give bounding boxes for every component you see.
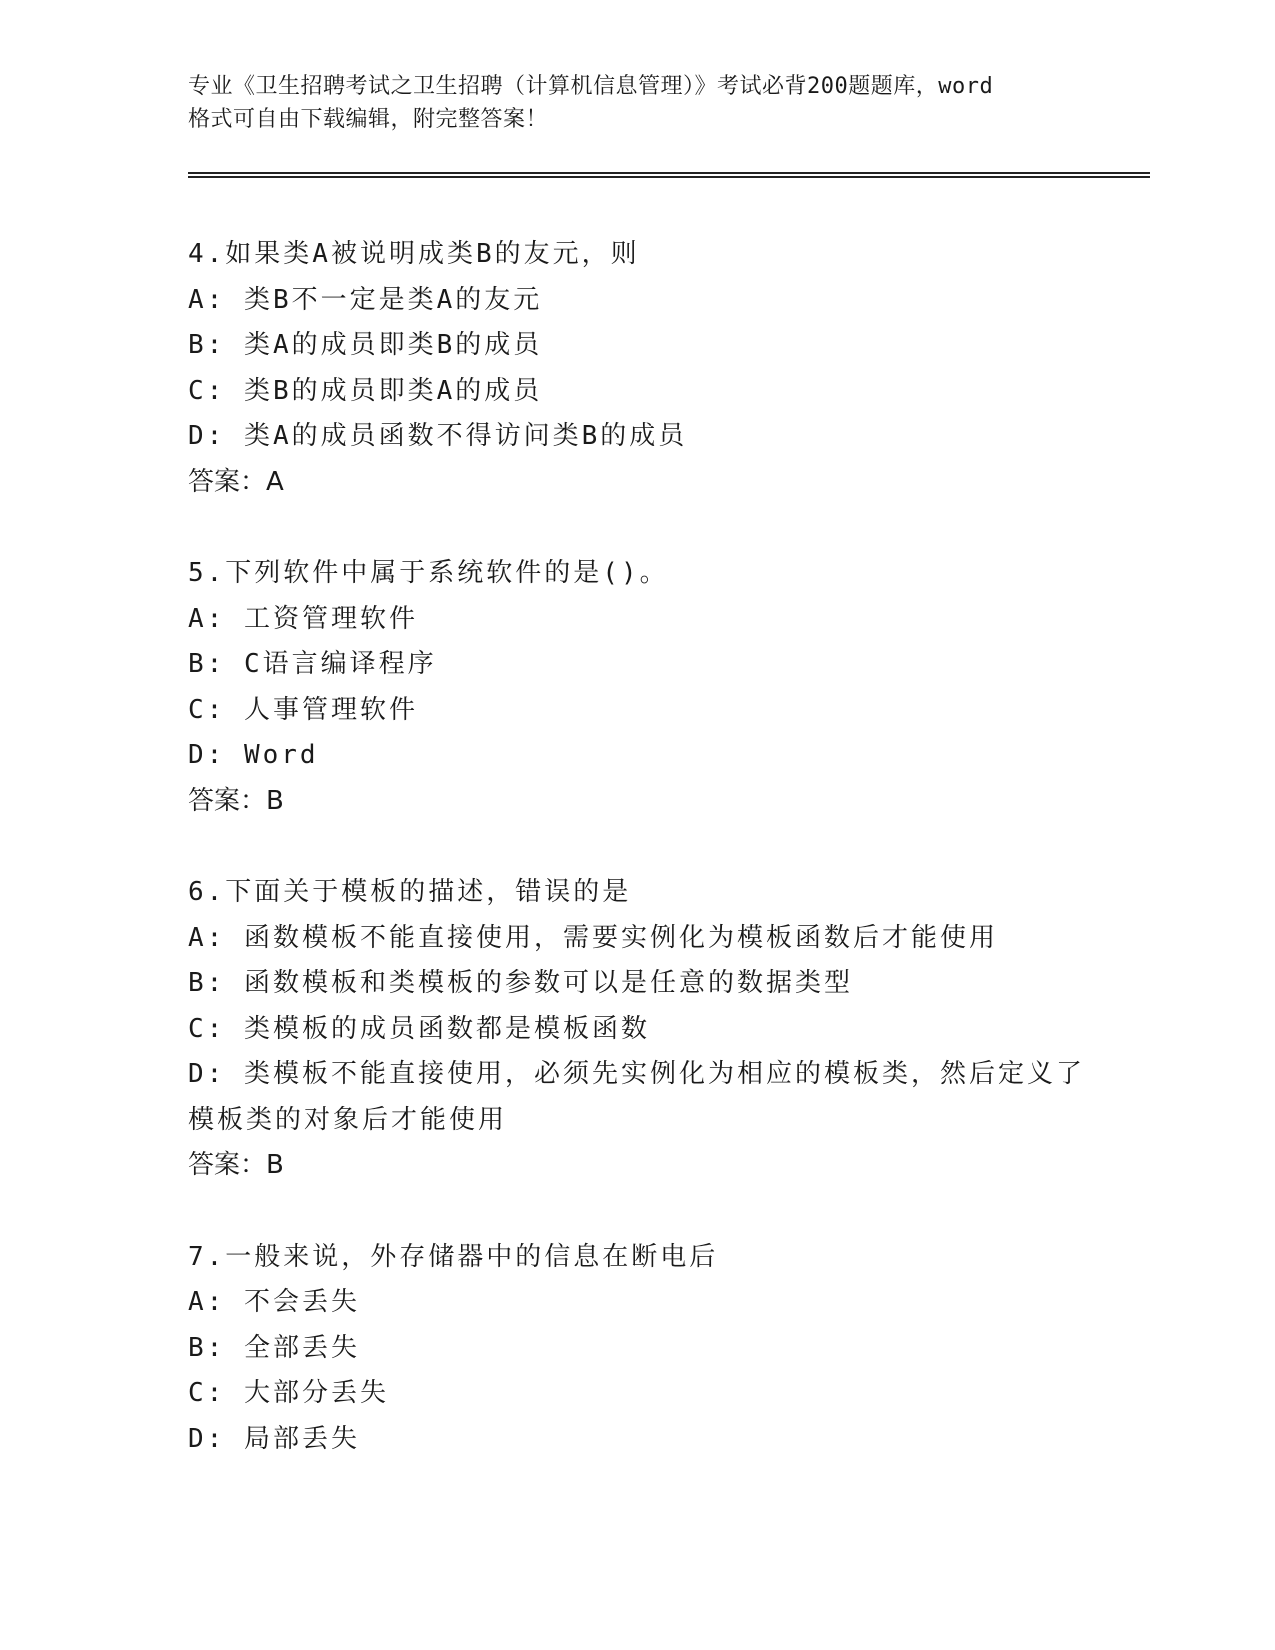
- answer-line: 答案：B: [188, 1150, 284, 1180]
- option-b: B: 函数模板和类模板的参数可以是任意的数据类型: [188, 968, 853, 998]
- question-list: [188, 232, 1150, 1462]
- option-c: C: 类B的成员即类A的成员: [188, 375, 543, 406]
- option-c: C: 类模板的成员函数都是模板函数: [188, 1013, 650, 1044]
- question-stem: 6.下面关于模板的描述，错误的是: [188, 877, 632, 907]
- question-6: [188, 870, 1150, 1189]
- question-stem: 7.一般来说，外存储器中的信息在断电后: [188, 1241, 719, 1272]
- header-divider: [188, 172, 1150, 178]
- header-line-2: 格式可自由下载编辑，附完整答案！: [188, 107, 549, 132]
- option-b: B: C语言编译程序: [188, 649, 437, 679]
- question-stem: 4.如果类A被说明成类B的友元，则: [188, 239, 640, 269]
- question-5: [188, 551, 1150, 824]
- document-page: [188, 70, 1150, 1508]
- option-d: D: 类A的成员函数不得访问类B的成员: [188, 421, 688, 451]
- option-b: B: 全部丢失: [188, 1332, 360, 1363]
- option-d: D: 类模板不能直接使用，必须先实例化为相应的模板类，然后定义了: [188, 1059, 1085, 1089]
- question-7: [188, 1235, 1150, 1463]
- option-a: A: 类B不一定是类A的友元: [188, 284, 543, 315]
- option-d: D: Word: [188, 740, 319, 770]
- option-c: C: 人事管理软件: [188, 694, 418, 725]
- option-a: A: 不会丢失: [188, 1287, 360, 1317]
- option-b: B: 类A的成员即类B的成员: [188, 330, 543, 360]
- answer-line: 答案：B: [188, 785, 284, 816]
- option-d: D: 局部丢失: [188, 1423, 360, 1454]
- option-d-continued: 模板类的对象后才能使用: [188, 1104, 508, 1135]
- question-stem: 5.下列软件中属于系统软件的是()。: [188, 558, 669, 588]
- question-4: [188, 232, 1150, 505]
- option-c: C: 大部分丢失: [188, 1378, 389, 1408]
- option-a: A: 工资管理软件: [188, 603, 418, 634]
- option-a: A: 函数模板不能直接使用，需要实例化为模板函数后才能使用: [188, 922, 998, 953]
- header-line-1: 专业《卫生招聘考试之卫生招聘（计算机信息管理）》考试必背200题题库，word: [188, 74, 994, 99]
- answer-line: 答案：A: [188, 466, 284, 497]
- document-header: [188, 70, 1150, 136]
